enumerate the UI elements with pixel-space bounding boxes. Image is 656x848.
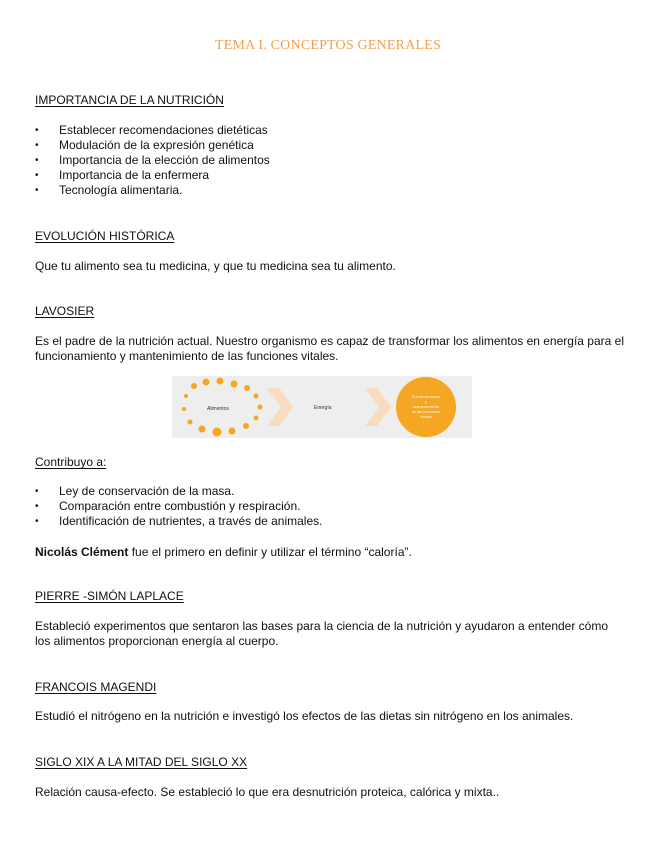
contribuyo-list xyxy=(35,484,322,529)
dot xyxy=(258,405,263,410)
heading-magendi: FRANCOIS MAGENDI xyxy=(35,680,157,694)
caloria-text xyxy=(35,545,625,560)
caloria-rest: fue el primero en definir y utilizar el término “caloría”. xyxy=(128,545,412,559)
dot xyxy=(203,379,210,386)
svg-text:Funcionamiento: Funcionamiento xyxy=(411,394,441,399)
dot xyxy=(244,385,250,391)
list-item: • Tecnología alimentaria. xyxy=(35,183,270,198)
page-title: TEMA I. CONCEPTOS GENERALES xyxy=(214,38,442,53)
svg-text:y: y xyxy=(425,399,427,404)
list-item: • Identificación de nutrientes, a través de animales. xyxy=(35,514,322,529)
dot xyxy=(199,426,206,433)
dot xyxy=(184,394,188,398)
diagram-step1-label: Alimentos xyxy=(207,406,229,412)
list-item: • Ley de conservación de la masa. xyxy=(35,484,322,499)
dot xyxy=(243,423,249,429)
list-item: • Establecer recomendaciones dietéticas xyxy=(35,123,270,138)
list-item: • Modulación de la expresión genética xyxy=(35,138,270,153)
siglo-text: Relación causa-efecto. Se estableció lo que era desnutrición proteica, calórica y mixta.. xyxy=(35,785,500,799)
heading-evolucion: EVOLUCIÓN HISTÓRICA xyxy=(35,229,175,243)
dot xyxy=(254,416,259,421)
dot xyxy=(182,407,186,411)
nutrition-diagram xyxy=(172,376,472,438)
dot xyxy=(231,381,238,388)
evolucion-text: Que tu alimento sea tu medicina, y que tu medicina sea tu alimento. xyxy=(35,259,396,273)
heading-importancia: IMPORTANCIA DE LA NUTRICIÓN xyxy=(35,93,224,107)
list-item: • Importancia de la elección de alimentos xyxy=(35,153,270,168)
list-item: • Importancia de la enfermera xyxy=(35,168,270,183)
heading-laplace: PIERRE -SIMÓN LAPLACE xyxy=(35,589,184,603)
svg-text:mantenimiento: mantenimiento xyxy=(412,404,440,409)
dot xyxy=(191,383,197,389)
dot xyxy=(217,378,224,385)
dot xyxy=(188,420,193,425)
lavosier-text: Es el padre de la nutrición actual. Nuestro organismo es capaz de transformar los alimentos en energía para el funcionamiento y mantenimiento de las funciones vitales. xyxy=(35,334,624,363)
svg-text:de las funciones: de las funciones xyxy=(411,409,441,414)
magendi-text: Estudió el nitrógeno en la nutrición e investigó los efectos de las dietas sin nitrógeno en los animales. xyxy=(35,709,574,723)
diagram-step2-label: Energía xyxy=(314,405,332,411)
chevron-right-icon xyxy=(267,388,293,426)
heading-lavosier: LAVOSIER xyxy=(35,304,95,318)
dot xyxy=(254,394,259,399)
nicolas-clement-name: Nicolás Clément xyxy=(35,545,129,559)
svg-text:vitales: vitales xyxy=(420,414,432,419)
importancia-list xyxy=(35,123,270,198)
chevron-right-icon xyxy=(365,388,391,426)
laplace-text: Estableció experimentos que sentaron las bases para la ciencia de la nutrición y ayudaron a entender cómo los alimentos proporcionan energía al cuerpo. xyxy=(35,619,609,648)
heading-contribuyo: Contribuyo a: xyxy=(35,455,107,469)
list-item: • Comparación entre combustión y respiración. xyxy=(35,499,322,514)
dot xyxy=(229,428,236,435)
dot xyxy=(213,428,222,437)
heading-siglo: SIGLO XIX A LA MITAD DEL SIGLO XX xyxy=(35,755,248,769)
